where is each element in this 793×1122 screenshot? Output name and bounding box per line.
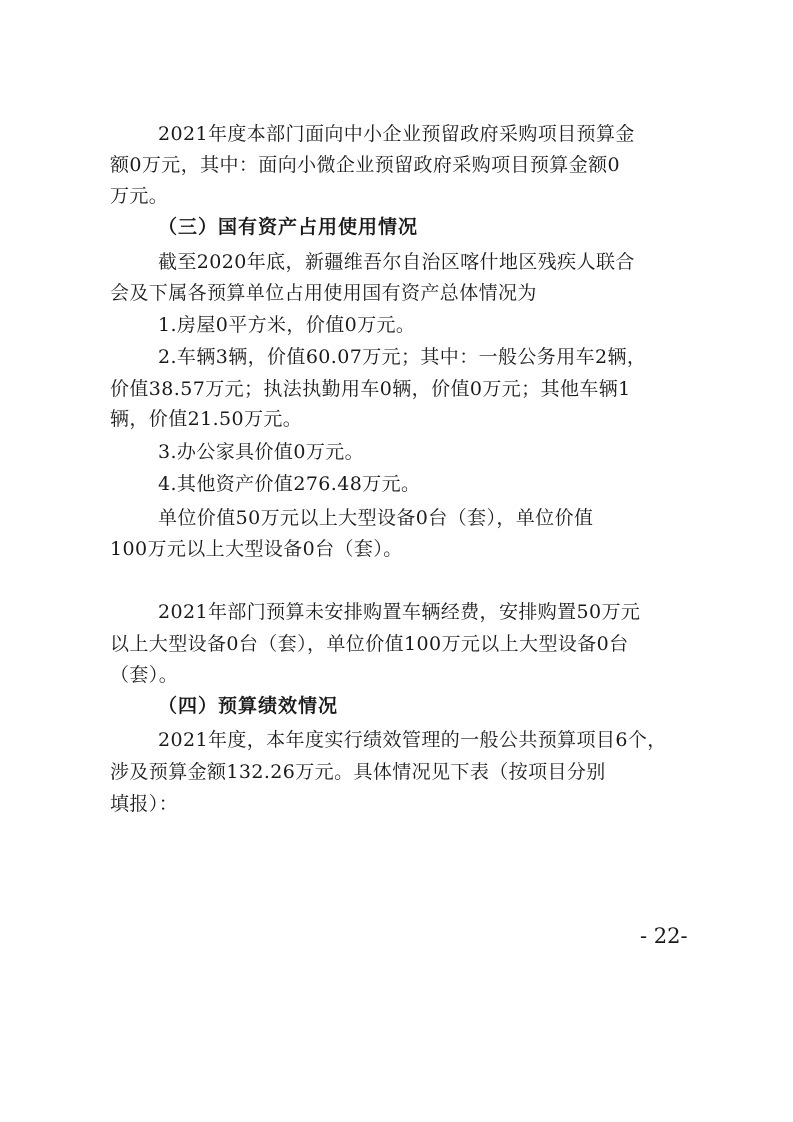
text-line: 2021年度，本年度实行绩效管理的一般公共预算项目6个， (158, 729, 667, 751)
text-line: 2.车辆3辆，价值60.07万元；其中：一般公务用车2辆， (158, 346, 647, 368)
text-line: 会及下属各预算单位占用使用国有资产总体情况为 (110, 282, 537, 304)
text-line: 4.其他资产价值276.48万元。 (158, 473, 421, 495)
text-line: 2021年度本部门面向中小企业预留政府采购项目预算金 (158, 123, 635, 145)
text-line: 万元。 (110, 185, 169, 207)
text-line: 额0万元，其中：面向小微企业预留政府采购项目预算金额0 (110, 154, 620, 176)
text-line: 截至2020年底，新疆维吾尔自治区喀什地区残疾人联合 (158, 251, 635, 273)
text-line: 1.房屋0平方米，价值0万元。 (158, 314, 416, 336)
text-line: 填报）： (110, 793, 179, 815)
text-line: 2021年部门预算未安排购置车辆经费，安排购置50万元 (158, 601, 641, 623)
text-line: 涉及预算金额132.26万元。具体情况见下表（按项目分别 (110, 761, 606, 783)
section-heading: （四）预算绩效情况 (158, 695, 339, 717)
text-line: （套）。 (110, 664, 179, 686)
text-line: 价值38.57万元；执法执勤用车0辆，价值0万元；其他车辆1 (110, 378, 631, 400)
text-line: 单位价值50万元以上大型设备0台（套），单位价值 (158, 507, 594, 529)
text-line: 3.办公家具价值0万元。 (158, 441, 365, 463)
text-line: 100万元以上大型设备0台（套）。 (110, 538, 403, 560)
page-number: - 22- (640, 924, 688, 948)
text-line: 辆，价值21.50万元。 (110, 408, 303, 430)
section-heading: （三）国有资产占用使用情况 (158, 216, 419, 238)
text-line: 以上大型设备0台（套），单位价值100万元以上大型设备0台 (110, 633, 629, 655)
